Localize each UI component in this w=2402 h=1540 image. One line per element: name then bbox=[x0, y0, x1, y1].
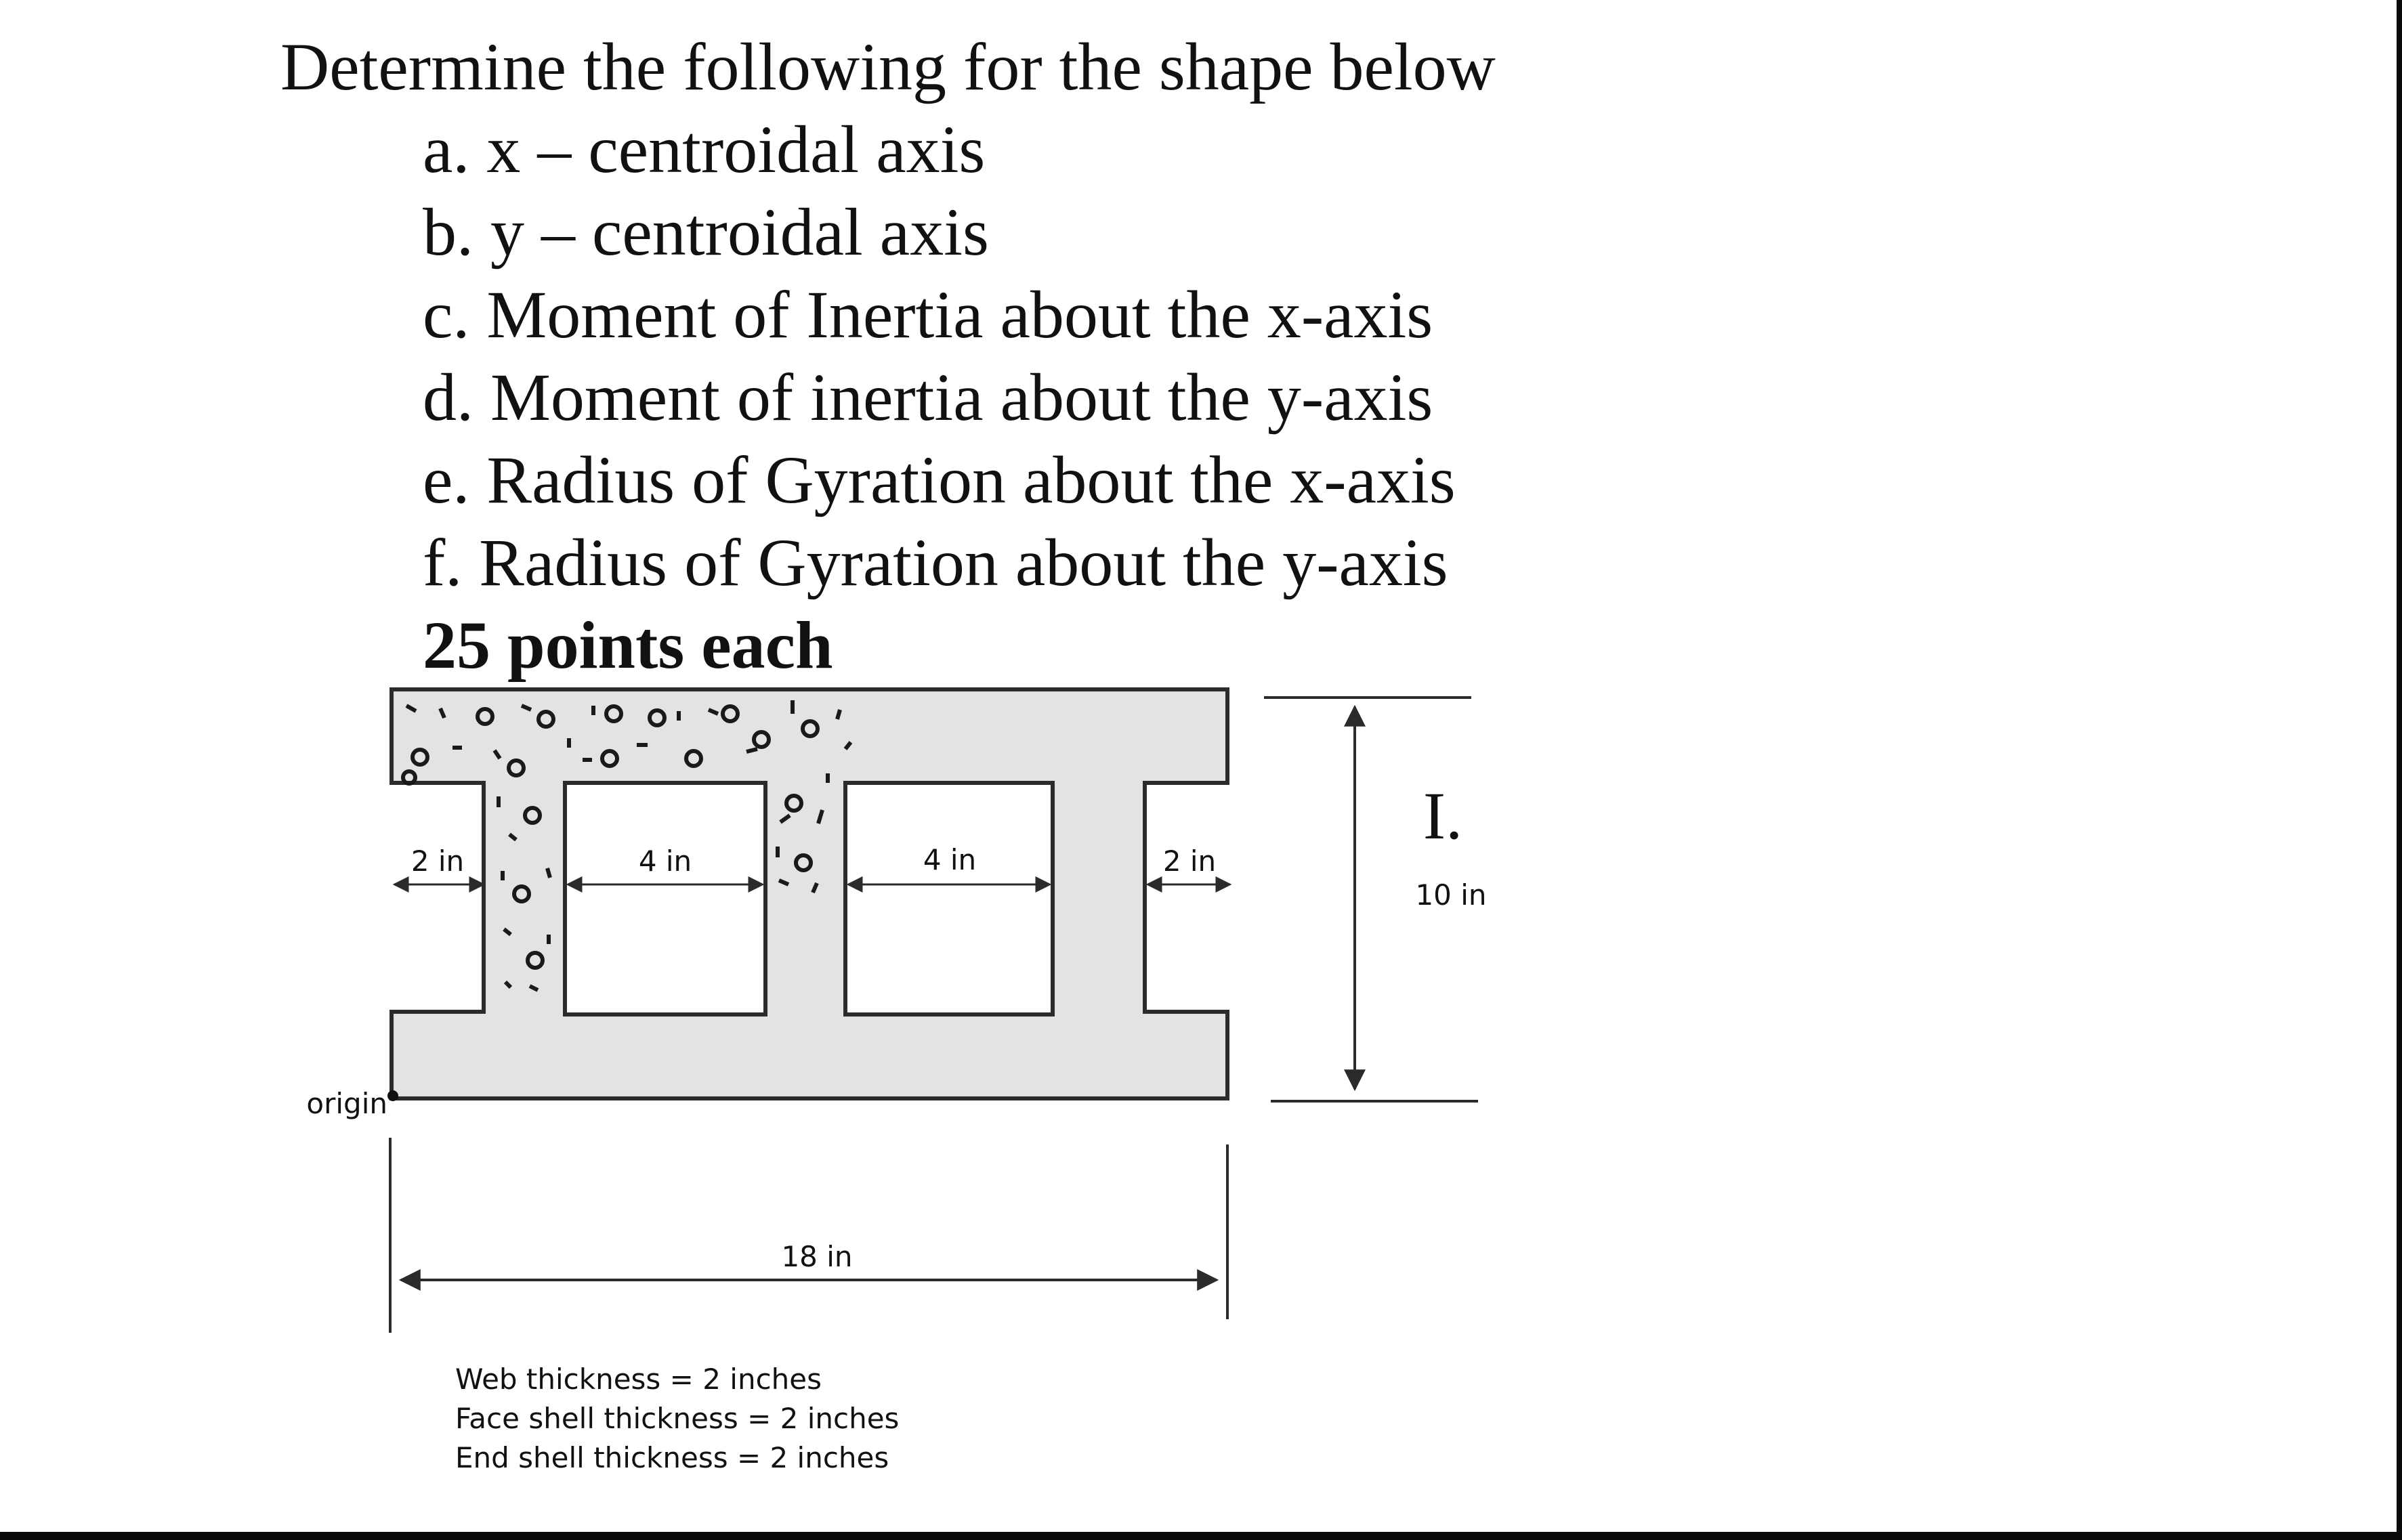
label-cell-left: 4 in bbox=[638, 844, 692, 878]
origin-point bbox=[387, 1090, 398, 1101]
label-height: 10 in bbox=[1415, 878, 1487, 912]
right-border bbox=[2397, 0, 2402, 1540]
label-left-end: 2 in bbox=[410, 844, 465, 878]
thickness-notes bbox=[455, 1360, 899, 1478]
label-right-end: 2 in bbox=[1162, 844, 1217, 878]
note-face-shell-thickness: Face shell thickness = 2 inches bbox=[455, 1402, 900, 1435]
question-item-b: b. y – centroidal axis bbox=[423, 194, 989, 270]
block-shape bbox=[392, 689, 1227, 1098]
question-item-e: e. Radius of Gyration about the x-axis bbox=[423, 442, 1456, 517]
question-item-a: a. x – centroidal axis bbox=[423, 112, 986, 187]
note-end-shell-thickness: End shell thickness = 2 inches bbox=[455, 1441, 889, 1474]
label-width: 18 in bbox=[781, 1240, 853, 1273]
question-item-f: f. Radius of Gyration about the y-axis bbox=[423, 525, 1448, 600]
points-note: 25 points each bbox=[423, 607, 833, 683]
section-mark: I. bbox=[1423, 778, 1463, 853]
problem-heading: Determine the following for the shape below bbox=[280, 29, 1496, 104]
note-web-thickness: Web thickness = 2 inches bbox=[455, 1363, 822, 1396]
label-origin: origin bbox=[306, 1087, 387, 1120]
label-cell-right: 4 in bbox=[923, 843, 977, 876]
question-item-d: d. Moment of inertia about the y-axis bbox=[423, 360, 1433, 435]
question-item-c: c. Moment of Inertia about the x-axis bbox=[423, 277, 1433, 352]
bottom-border bbox=[0, 1532, 2402, 1540]
